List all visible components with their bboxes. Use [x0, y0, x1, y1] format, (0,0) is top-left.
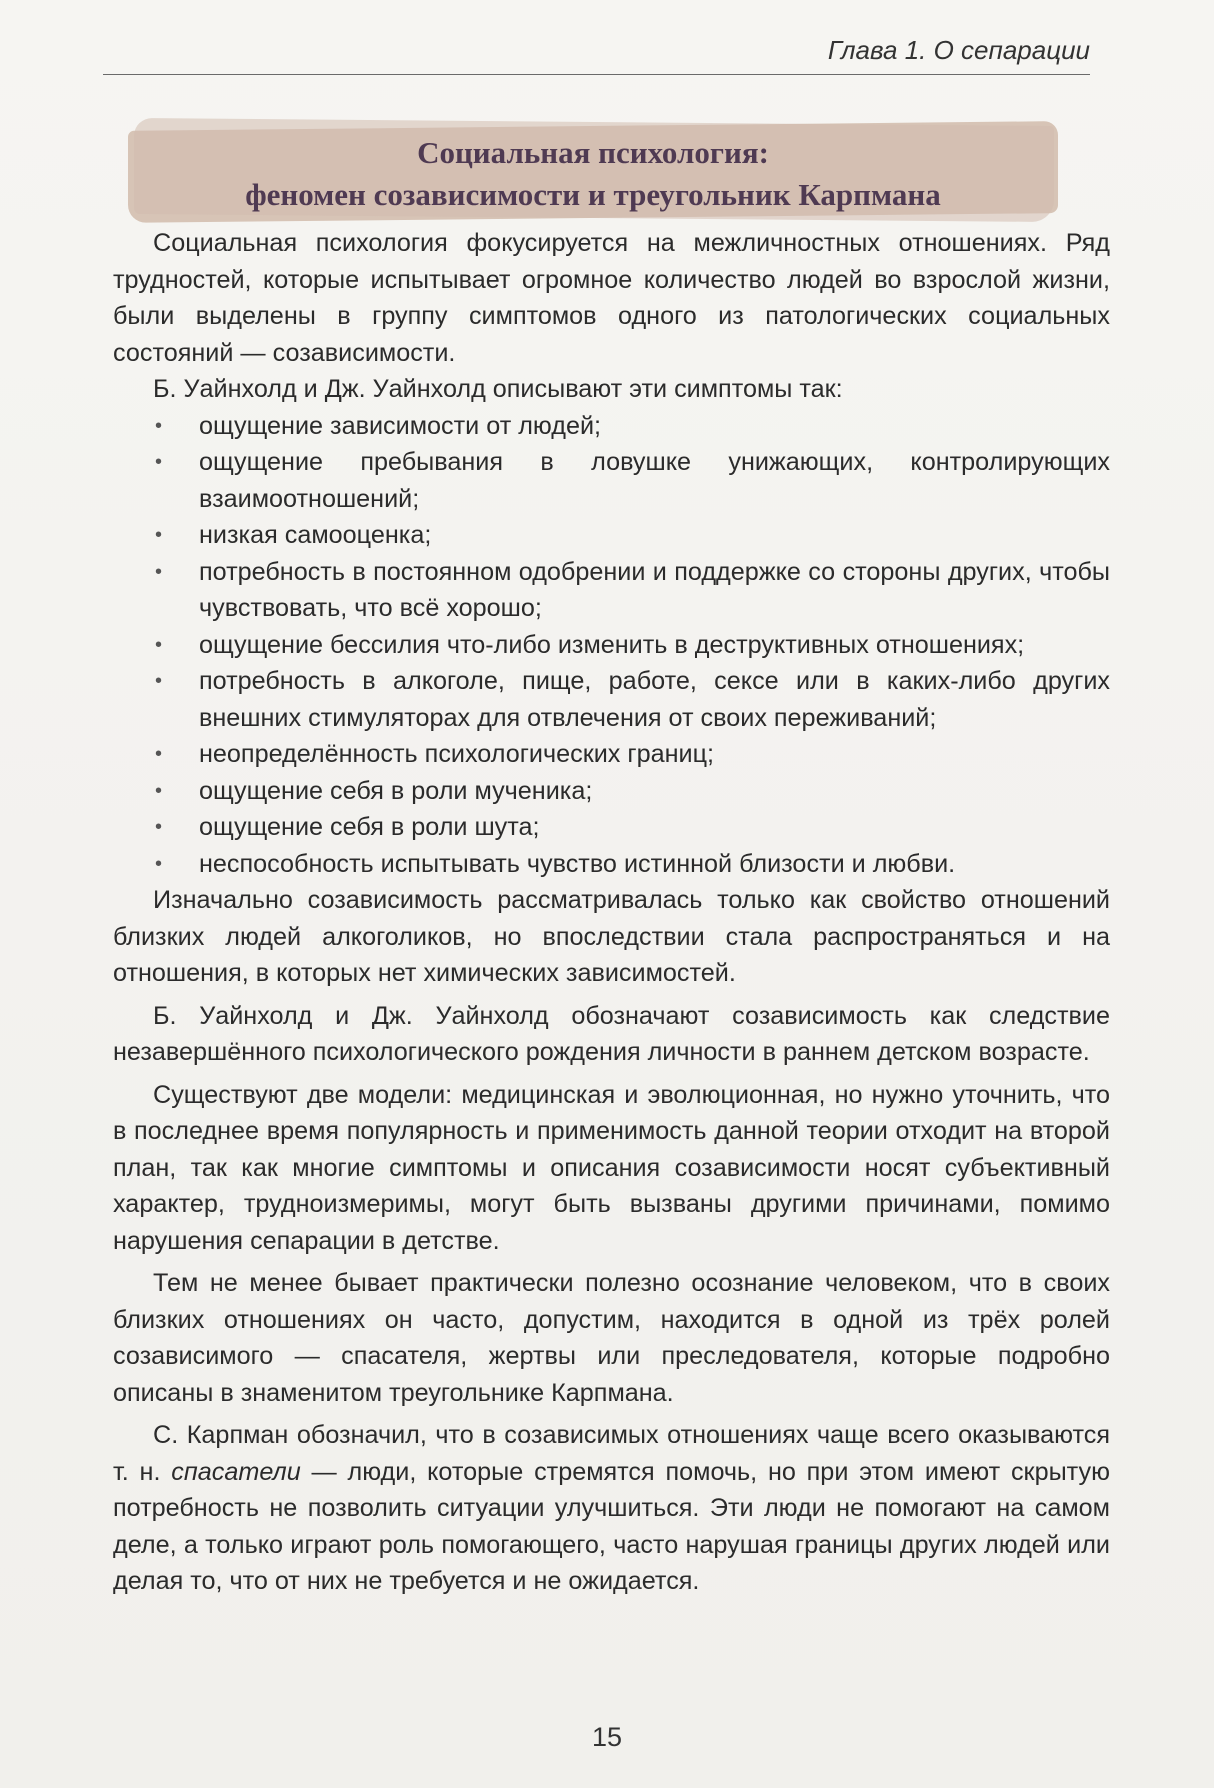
running-header — [103, 30, 1090, 75]
paragraph-definition: Б. Уайнхолд и Дж. Уайнхолд обозначают созависимость как следствие незавершённого психологического рождения личности в раннем детском возрасте. — [113, 1001, 1110, 1066]
list-item: • ощущение себя в роли мученика; — [113, 773, 1110, 810]
list-item: • ощущение зависимости от людей; — [113, 408, 1110, 445]
list-item: • неопределённость психологических границ; — [113, 736, 1110, 773]
page-number: 15 — [591, 1722, 623, 1752]
karpman-text-end: — люди, которые стремятся помочь, но при этом имеют скрытую потребность не позволить ситуации улучшиться. Эти люди не помогают на самом деле, а только играют роль помогающего, часто нарушая границы других людей или делая то, что от них не требуется и не ожидается. — [113, 1457, 1110, 1595]
list-item: • неспособность испытывать чувство истинной близости и любви. — [113, 846, 1110, 883]
section-title-block — [128, 118, 1058, 218]
paragraph-karpman — [113, 1417, 1110, 1600]
paragraph-symptoms-lead: Б. Уайнхолд и Дж. Уайнхолд описывают эти симптомы так: — [153, 375, 843, 403]
list-item: • ощущение себя в роли шута; — [113, 809, 1110, 846]
list-item: • потребность в алкоголе, пище, работе, сексе или в каких-либо других внешних стимуляторах для отвлечения от своих переживаний; — [113, 663, 1110, 736]
karpman-text-start: С. Карпман обозначил, что в созависимых отношениях чаще всего оказываются т. н. — [113, 1421, 1110, 1486]
paragraph-origin: Изначально созависимость рассматривалась только как свойство отношений близких людей алкоголиков, но впоследствии стала распространяться и на отношения, в которых нет химических зависимостей. — [113, 886, 1110, 987]
paragraph-models: Существуют две модели: медицинская и эволюционная, но нужно уточнить, что в последнее время популярность и применимость данной теории отходит на второй план, так как многие симптомы и описания созависимости носят субъективный характер, трудноизмеримы, могут быть вызваны другими причинами, помимо нарушения сепарации в детстве. — [113, 1080, 1110, 1255]
paragraph-intro: Социальная психология фокусируется на межличностных отношениях. Ряд трудностей, которые испытывает огромное количество людей во взрослой жизни, были выделены в группу симптомов одного из патологических социальных состояний — созависимости. — [113, 229, 1110, 367]
list-item: • низкая самооценка; — [113, 517, 1110, 554]
paragraph-roles: Тем не менее бывает практически полезно осознание человеком, что в своих близких отношениях он часто, допустим, находится в одной из трёх ролей созависимого — спасателя, жертвы или преследователя, которые подробно описаны в знаменитом треугольнике Карпмана. — [113, 1269, 1110, 1407]
section-title — [128, 118, 1058, 216]
body-text — [113, 225, 1110, 1600]
list-item: • ощущение бессилия что-либо изменить в деструктивных отношениях; — [113, 627, 1110, 664]
list-item: • потребность в постоянном одобрении и поддержке со стороны других, чтобы чувствовать, что всё хорошо; — [113, 554, 1110, 627]
list-item: • ощущение пребывания в ловушке унижающих, контролирующих взаимоотношений; — [113, 444, 1110, 517]
chapter-title: Глава 1. О сепарации — [827, 35, 1090, 65]
section-title-line-1: Социальная психология: — [417, 135, 769, 170]
section-title-line-2: феномен созависимости и треугольник Карпмана — [245, 177, 941, 212]
term-rescuers: спасатели — [171, 1457, 301, 1486]
symptoms-list — [113, 408, 1110, 883]
